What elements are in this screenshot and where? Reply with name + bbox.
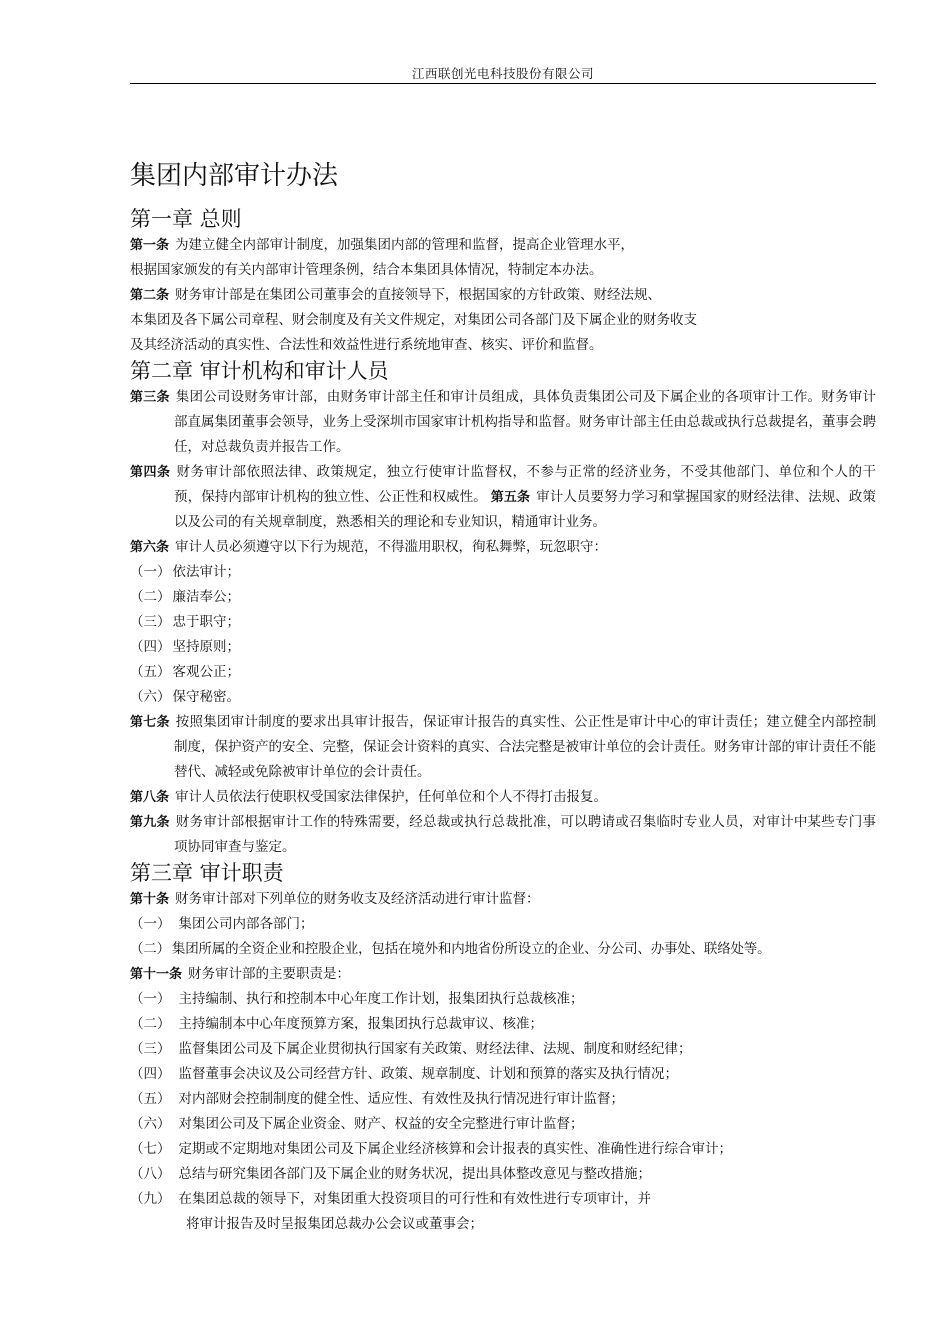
chapter-1-heading: 第一章 总则 xyxy=(130,207,242,231)
list-item: （二） 主持编制本中心年度预算方案，报集团执行总裁审议、核准； xyxy=(130,1016,543,1032)
article-10-label: 第十条 xyxy=(130,892,170,907)
article-8-label: 第八条 xyxy=(130,790,170,805)
article-2-continued: 本集团及各下属公司章程、财会制度及有关文件规定，对集团公司各部门及下属企业的财务收支 xyxy=(130,312,697,328)
header-rule xyxy=(130,83,876,84)
article-4 xyxy=(130,460,876,535)
article-1-label: 第一条 xyxy=(130,238,170,253)
list-item: （五） 对内部财会控制制度的健全性、适应性、有效性及执行情况进行审计监督； xyxy=(130,1091,624,1107)
article-10 xyxy=(130,887,876,912)
article-10-list xyxy=(130,912,876,962)
article-11 xyxy=(130,962,876,987)
document-body xyxy=(130,160,876,1237)
list-item: （九） 在集团总裁的领导下，对集团重大投资项目的可行性和有效性进行专项审计，并 xyxy=(130,1191,651,1207)
list-item-continued: 将审计报告及时呈报集团总裁办公会议或董事会； xyxy=(186,1216,483,1232)
list-item: （一） 主持编制、执行和控制本中心年度工作计划，报集团执行总裁核准； xyxy=(130,991,584,1007)
list-item: （六） 保守秘密。 xyxy=(130,689,240,705)
page-header: 江西联创光电科技股份有限公司 xyxy=(411,66,594,81)
list-item: （八） 总结与研究集团各部门及下属企业的财务状况，提出具体整改意见与整改措施； xyxy=(130,1166,651,1182)
article-1-text: 为建立健全内部审计制度，加强集团内部的管理和监督，提高企业管理水平， xyxy=(175,237,635,253)
article-9-label: 第九条 xyxy=(130,815,170,830)
list-item: （一） 依法审计； xyxy=(130,564,240,580)
article-7-text: 按照集团审计制度的要求出具审计报告，保证审计报告的真实性、公正性是审计中心的审计责任；建立健全内部控制制度，保护资产的安全、完整，保证会计资料的真实、合法完整是被审计单位的会计责任。财务审计部的审计责任不能替代、减轻或免除被审计单位的会计责任。 xyxy=(174,714,876,780)
article-7 xyxy=(130,710,876,785)
article-2 xyxy=(130,283,876,308)
article-2-text: 财务审计部是在集团公司董事会的直接领导下，根据国家的方针政策、财经法规、 xyxy=(175,287,662,303)
article-6-text: 审计人员必须遵守以下行为规范，不得滥用职权，徇私舞弊，玩忽职守： xyxy=(175,539,608,555)
chapter-3-heading: 第三章 审计职责 xyxy=(130,861,284,885)
article-6-list xyxy=(130,560,876,710)
article-6-label: 第六条 xyxy=(130,540,170,555)
article-10-text: 财务审计部对下列单位的财务收支及经济活动进行审计监督： xyxy=(175,891,540,907)
article-2-continued-2: 及其经济活动的真实性、合法性和效益性进行系统地审查、核实、评价和监督。 xyxy=(130,337,603,353)
list-item: （七） 定期或不定期地对集团公司及下属企业经济核算和会计报表的真实性、准确性进行综合审计； xyxy=(130,1141,732,1157)
list-item: （五） 客观公正； xyxy=(130,664,240,680)
list-item: （三） 监督集团公司及下属企业贯彻执行国家有关政策、财经法律、法规、制度和财经纪律； xyxy=(130,1041,692,1057)
list-item: （四） 坚持原则； xyxy=(130,639,240,655)
list-item: （二） 廉洁奉公； xyxy=(130,589,240,605)
article-1 xyxy=(130,233,876,258)
list-item: （三） 忠于职守； xyxy=(130,614,240,630)
article-9-text: 财务审计部根据审计工作的特殊需要，经总裁或执行总裁批准，可以聘请或召集临时专业人员，对审计中某些专门事项协同审查与鉴定。 xyxy=(174,814,876,855)
chapter-2-heading: 第二章 审计机构和审计人员 xyxy=(130,359,389,383)
article-1-continued: 根据国家颁发的有关内部审计管理条例，结合本集团具体情况，特制定本办法。 xyxy=(130,262,603,278)
list-item: （一） 集团公司内部各部门； xyxy=(130,916,314,932)
article-11-text: 财务审计部的主要职责是： xyxy=(188,966,351,982)
list-item: （四） 监督董事会决议及公司经营方针、政策、规章制度、计划和预算的落实及执行情况； xyxy=(130,1066,678,1082)
article-9 xyxy=(130,810,876,860)
list-item: （六） 对集团公司及下属企业资金、财产、权益的安全完整进行审计监督； xyxy=(130,1116,584,1132)
article-5-label: 第五条 xyxy=(490,490,531,505)
article-4-text: 财务审计部依照法律、政策规定，独立行使审计监督权，不参与正常的经济业务，不受其他部门、单位和个人的干预，保持内部审计机构的独立性、公正性和权威性。 xyxy=(174,464,876,505)
article-11-list xyxy=(130,987,876,1237)
article-2-label: 第二条 xyxy=(130,288,170,303)
article-4-label: 第四条 xyxy=(130,465,171,480)
article-11-label: 第十一条 xyxy=(130,967,183,982)
article-3 xyxy=(130,385,876,460)
document-title: 集团内部审计办法 xyxy=(130,161,339,191)
article-3-text: 集团公司设财务审计部，由财务审计部主任和审计员组成，具体负责集团公司及下属企业的各项审计工作。财务审计部直属集团董事会领导，业务上受深圳市国家审计机构指导和监督。财务审计部主任由总裁或执行总裁提名，董事会聘任，对总裁负责并报告工作。 xyxy=(174,389,876,455)
article-3-label: 第三条 xyxy=(130,390,170,405)
list-item: （二） 集团所属的全资企业和控股企业，包括在境外和内地省份所设立的企业、分公司、办事处、联络处等。 xyxy=(130,941,771,957)
article-6 xyxy=(130,535,876,560)
article-8-text: 审计人员依法行使职权受国家法律保护，任何单位和个人不得打击报复。 xyxy=(175,789,608,805)
article-8 xyxy=(130,785,876,810)
article-5-text: 审计人员要努力学习和掌握国家的财经法律、法规、政策以及公司的有关规章制度，熟悉相关的理论和专业知识，精通审计业务。 xyxy=(174,489,877,530)
article-7-label: 第七条 xyxy=(130,715,170,730)
